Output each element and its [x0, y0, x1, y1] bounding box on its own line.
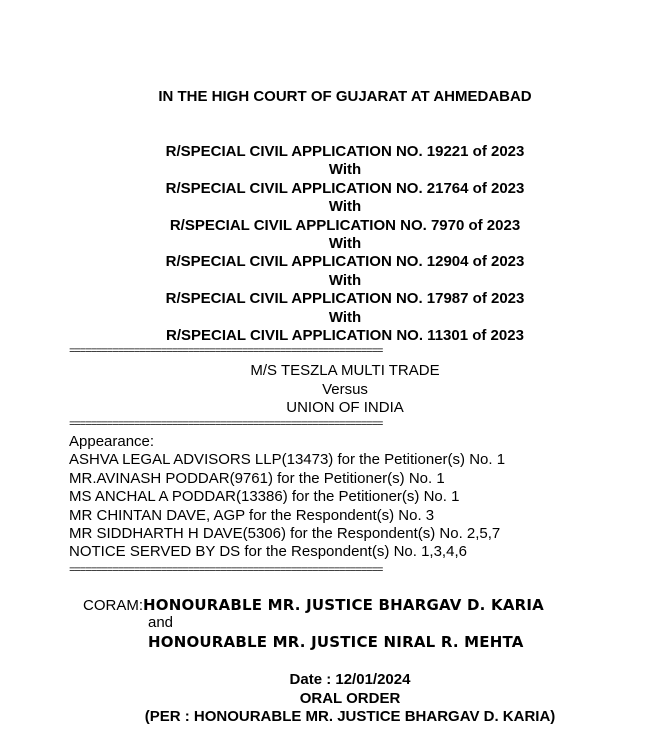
court-title: IN THE HIGH COURT OF GUJARAT AT AHMEDABAD	[158, 88, 532, 105]
order-type: ORAL ORDER	[299, 689, 401, 707]
respondent-name: UNION OF INDIA	[286, 399, 404, 416]
appearance-line: MR SIDDHARTH H DAVE(5306) for the Respondent(s) No. 2,5,7	[69, 525, 501, 543]
with-connector: With	[328, 198, 362, 216]
appearance-line: NOTICE SERVED BY DS for the Respondent(s) No. 1,3,4,6	[69, 543, 467, 561]
separator-line: ==========================================================	[69, 565, 383, 577]
coram-and: and	[148, 614, 174, 631]
appearance-heading: Appearance:	[69, 433, 155, 450]
with-connector: With	[328, 235, 362, 253]
application-number: R/SPECIAL CIVIL APPLICATION NO. 12904 of 2023	[165, 253, 525, 271]
separator-line: ==========================================================	[69, 419, 383, 431]
application-number: R/SPECIAL CIVIL APPLICATION NO. 17987 of 2023	[165, 290, 525, 308]
separator-line: ==========================================================	[69, 346, 383, 358]
application-number: R/SPECIAL CIVIL APPLICATION NO. 19221 of 2023	[165, 143, 525, 160]
appearance-section	[69, 433, 505, 562]
appearance-line: MR.AVINASH PODDAR(9761) for the Petitioner(s) No. 1	[69, 469, 445, 487]
order-date: Date : 12/01/2024	[289, 671, 411, 688]
application-number: R/SPECIAL CIVIL APPLICATION NO. 11301 of 2023	[166, 327, 524, 345]
appearance-line: MR CHINTAN DAVE, AGP for the Respondent(s) No. 3	[69, 506, 435, 524]
coram-label: CORAM:	[83, 597, 143, 614]
application-number: R/SPECIAL CIVIL APPLICATION NO. 21764 of 2023	[165, 179, 525, 197]
with-connector: With	[328, 271, 362, 289]
order-per: (PER : HONOURABLE MR. JUSTICE BHARGAV D. KARIA)	[144, 708, 556, 725]
coram-section	[83, 596, 544, 616]
with-connector: With	[328, 308, 362, 326]
appearance-line: MS ANCHAL A PODDAR(13386) for the Petitioner(s) No. 1	[69, 488, 460, 506]
versus-label: Versus	[322, 380, 368, 398]
judge-name: HONOURABLE MR. JUSTICE NIRAL R. MEHTA	[148, 633, 524, 651]
with-connector: With	[328, 161, 362, 179]
order-header	[0, 671, 655, 727]
case-parties	[0, 362, 655, 418]
petitioner-name: M/S TESZLA MULTI TRADE	[250, 362, 440, 379]
application-number: R/SPECIAL CIVIL APPLICATION NO. 7970 of 2023	[169, 216, 521, 234]
appearance-line: ASHVA LEGAL ADVISORS LLP(13473) for the Petitioner(s) No. 1	[69, 451, 506, 469]
judge-name: HONOURABLE MR. JUSTICE BHARGAV D. KARIA	[143, 596, 544, 614]
application-list	[0, 143, 655, 345]
